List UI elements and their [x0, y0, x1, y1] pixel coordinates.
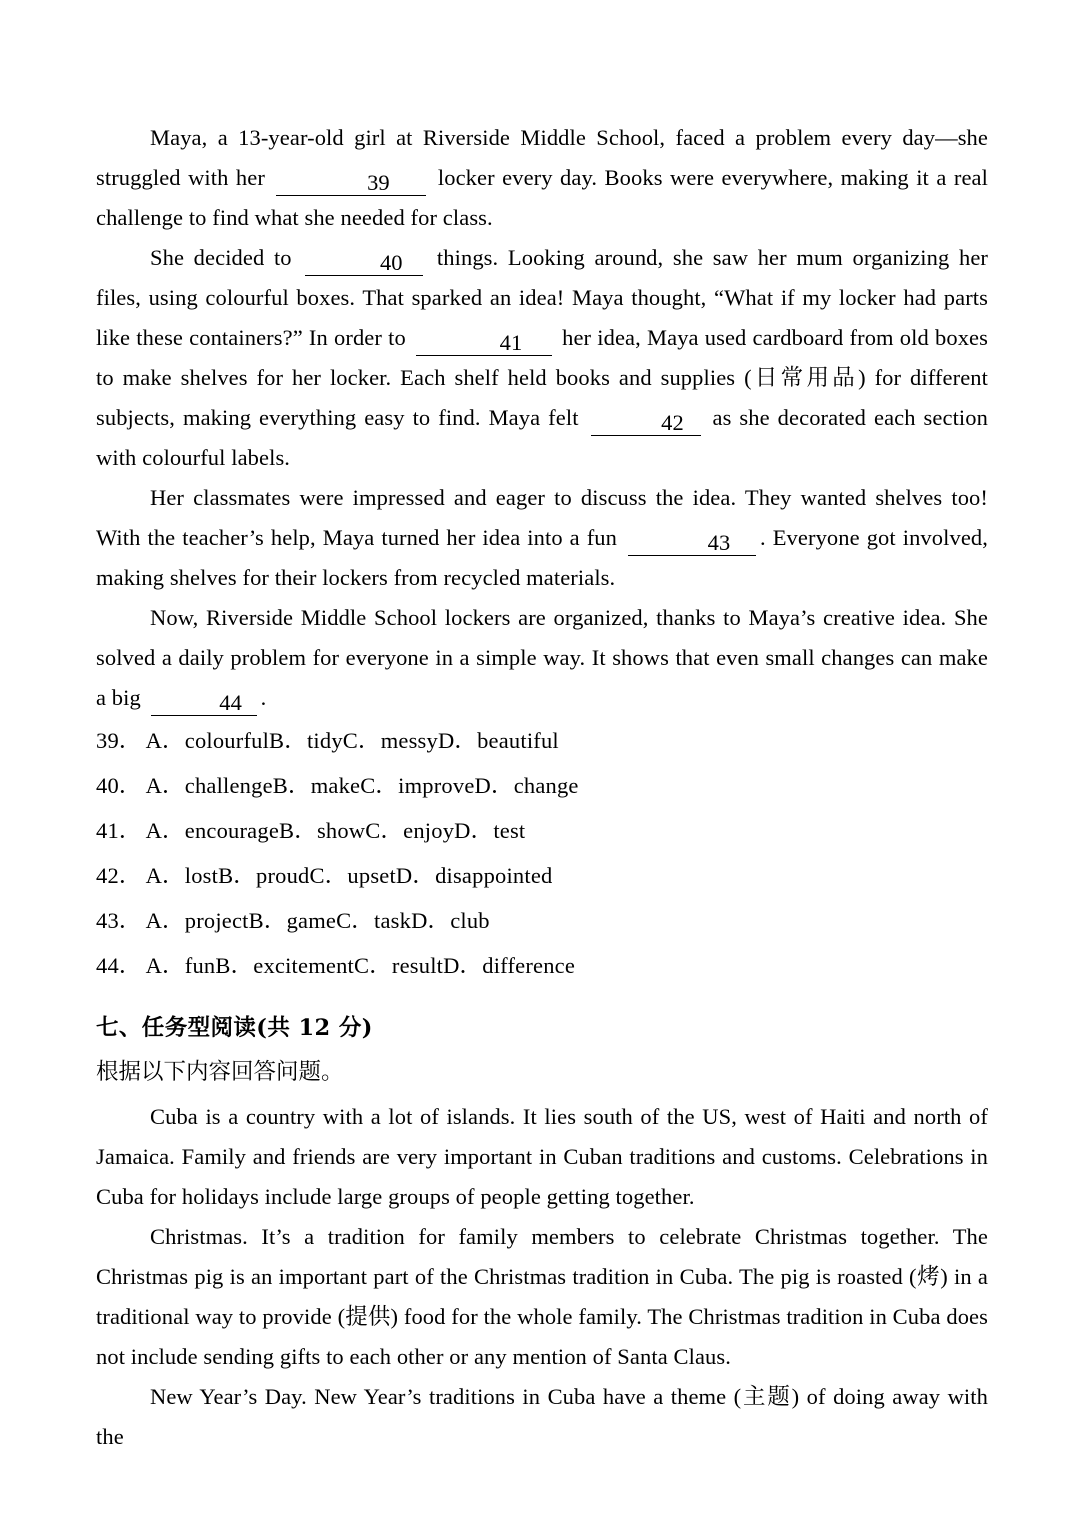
question-row-44[interactable]: [96, 943, 988, 988]
answer-blank-41[interactable]: 41: [416, 331, 552, 356]
option-letter-a: A．: [145, 953, 185, 978]
question-number: 40．: [96, 773, 142, 798]
option-text-b[interactable]: game: [286, 908, 337, 933]
answer-blank-40[interactable]: 40: [305, 251, 423, 276]
option-letter-c: C．: [342, 728, 381, 753]
option-text-d[interactable]: disappointed: [435, 863, 553, 888]
paragraph-text: Now, Riverside Middle School lockers are organized, thanks to Maya’s creative idea. She solved a daily problem for everyone in a simple way. It shows that even small changes can make a big: [96, 605, 988, 710]
option-letter-d: D．: [474, 773, 514, 798]
option-letter-a: A．: [145, 908, 185, 933]
section-instruction: 根据以下内容回答问题。: [96, 1059, 344, 1085]
option-letter-d: D．: [411, 908, 451, 933]
reading-paragraph-3: New Year’s Day. New Year’s traditions in Cuba have a theme (主题) of doing away with the: [96, 1384, 988, 1449]
option-letter-c: C．: [309, 863, 348, 888]
answer-blank-42[interactable]: 42: [591, 411, 701, 436]
question-row-39[interactable]: [96, 718, 988, 763]
reading-paragraph-2: Christmas. It’s a tradition for family members to celebrate Christmas together. The Christmas pig is an important part of the Christmas tradition in Cuba. The pig is roasted (烤) in a traditional way to provide (提供) food for the whole family. The Christmas tradition in Cuba does not include sending gifts to each other or any mention of Santa Claus.: [96, 1224, 988, 1369]
paragraph-text: things. Looking around, she saw her mum organizing her files, using colourful boxes. That sparked an idea! Maya thought, “What if my locker had parts like these containers?” In order to: [96, 245, 988, 350]
option-text-a[interactable]: lost: [184, 863, 219, 888]
cloze-paragraph-2: [96, 238, 988, 478]
option-letter-c: C．: [353, 953, 392, 978]
option-text-a[interactable]: fun: [184, 953, 216, 978]
paragraph-text: her idea, Maya used cardboard from old boxes to make shelves for her locker. Each shelf held books and supplies (日常用品) for different subjects, making everything easy to find. Maya felt: [96, 325, 988, 430]
option-text-b[interactable]: show: [316, 818, 366, 843]
option-text-d[interactable]: club: [450, 908, 490, 933]
option-text-c[interactable]: improve: [398, 773, 475, 798]
answer-blank-43[interactable]: 43: [628, 531, 756, 556]
question-row-41[interactable]: [96, 808, 988, 853]
paragraph-text: . Everyone got involved, making shelves for their lockers from recycled materials.: [96, 525, 988, 590]
option-text-b[interactable]: make: [310, 773, 361, 798]
cloze-paragraph-1: [96, 118, 988, 238]
option-letter-d: D．: [395, 863, 436, 888]
question-row-42[interactable]: [96, 853, 988, 898]
question-row-43[interactable]: [96, 898, 988, 943]
option-text-b[interactable]: excitement: [253, 953, 354, 978]
paragraph-text: .: [260, 685, 267, 710]
option-text-a[interactable]: encourage: [184, 818, 280, 843]
option-letter-a: A．: [145, 818, 185, 843]
cloze-paragraph-3: [96, 478, 988, 598]
option-letter-b: B．: [269, 728, 307, 753]
question-number: 41．: [96, 818, 142, 843]
option-text-b[interactable]: tidy: [306, 728, 343, 753]
question-number: 42．: [96, 863, 142, 888]
option-letter-b: B．: [272, 773, 311, 798]
answer-blank-44[interactable]: 44: [151, 691, 257, 716]
option-text-c[interactable]: messy: [380, 728, 438, 753]
question-number: 43．: [96, 908, 142, 933]
reading-paragraph-1: Cuba is a country with a lot of islands. It lies south of the US, west of Haiti and north of Jamaica. Family and friends are very important in Cuban traditions and customs. Celebrations in Cuba for holidays include large groups of people getting together.: [96, 1104, 988, 1209]
section-heading-seven: 七、任务型阅读(共 12 分): [96, 1015, 373, 1041]
question-row-40[interactable]: [96, 763, 988, 808]
option-letter-c: C．: [365, 818, 404, 843]
option-letter-b: B．: [215, 953, 254, 978]
option-text-c[interactable]: upset: [347, 863, 396, 888]
paragraph-text: locker every day. Books were everywhere, making it a real challenge to find what she needed for class.: [96, 165, 988, 230]
option-text-b[interactable]: proud: [256, 863, 310, 888]
option-letter-b: B．: [218, 863, 256, 888]
option-letter-c: C．: [360, 773, 399, 798]
paragraph-text: She decided to: [150, 245, 302, 270]
option-text-d[interactable]: test: [493, 818, 526, 843]
option-text-d[interactable]: difference: [482, 953, 576, 978]
option-text-c[interactable]: result: [391, 953, 444, 978]
option-text-a[interactable]: challenge: [184, 773, 273, 798]
paragraph-text: Her classmates were impressed and eager to discuss the idea. They wanted shelves too! With the teacher’s help, Maya turned her idea into a fun: [96, 485, 988, 550]
option-text-c[interactable]: enjoy: [403, 818, 455, 843]
option-letter-c: C．: [336, 908, 375, 933]
option-letter-b: B．: [248, 908, 287, 933]
paragraph-text: Maya, a 13-year-old girl at Riverside Middle School, faced a problem every day—she struggled with her: [96, 125, 988, 190]
paragraph-text: as she decorated each section with colourful labels.: [96, 405, 988, 470]
answer-blank-39[interactable]: 39: [276, 171, 426, 196]
option-letter-d: D．: [437, 728, 478, 753]
question-number: 44．: [96, 953, 142, 978]
option-letter-d: D．: [443, 953, 483, 978]
option-letter-b: B．: [279, 818, 317, 843]
cloze-paragraph-4: [96, 598, 988, 718]
option-letter-a: A．: [145, 773, 185, 798]
option-letter-a: A．: [145, 863, 185, 888]
question-options-list: [96, 718, 988, 988]
question-number: 39．: [96, 728, 142, 753]
option-text-d[interactable]: beautiful: [477, 728, 559, 753]
option-letter-d: D．: [454, 818, 494, 843]
option-text-d[interactable]: change: [513, 773, 579, 798]
option-letter-a: A．: [145, 728, 185, 753]
option-text-c[interactable]: task: [374, 908, 412, 933]
option-text-a[interactable]: project: [184, 908, 249, 933]
option-text-a[interactable]: colourful: [184, 728, 270, 753]
